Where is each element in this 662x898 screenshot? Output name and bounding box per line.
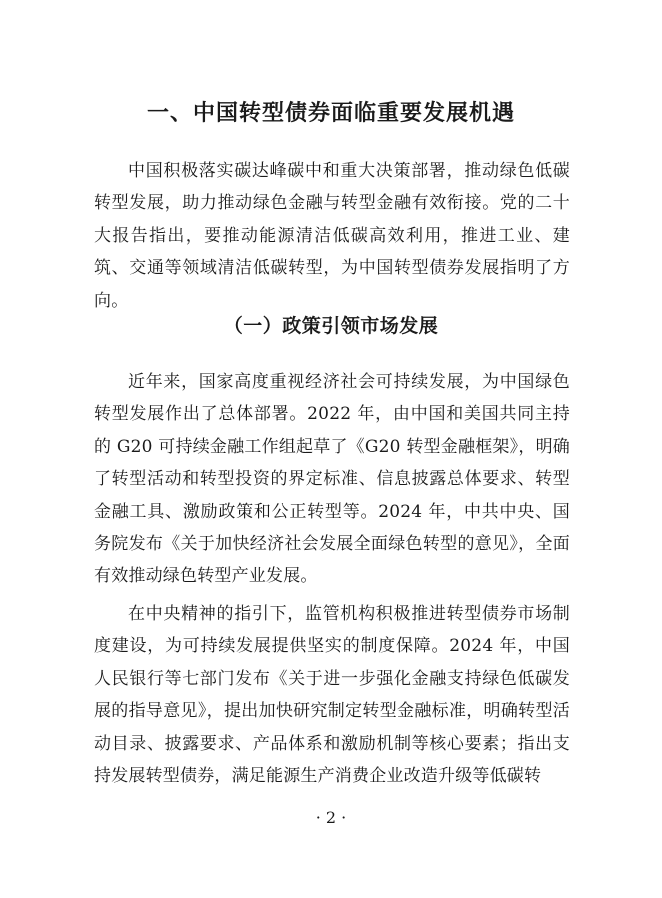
intro-paragraph: 中国积极落实碳达峰碳中和重大决策部署，推动绿色低碳转型发展，助力推动绿色金融与转型金融有效衔接。党的二十大报告指出，要推动能源清洁低碳高效利用，推进工业、建筑、交通等领域清洁低碳转型，为中国转型债券发展指明了方向。 [94,161,570,311]
body-paragraph: 近年来，国家高度重视经济社会可持续发展，为中国绿色转型发展作出了总体部署。2022 年，由中国和美国共同主持的 G20 可持续金融工作组起草了《G20 转型金融框架》，明确了转型活动和转型投资的界定标准、信息披露总体要求、转型金融工具、激励政策和公正转型等。2024 年，中共中央、国务院发布《关于加快经济社会发展全面绿色转型的意见》，全面有效推动绿色转型产业发展。 [94,372,570,587]
section-title: 一、中国转型债券面临重要发展机遇 [146,101,515,126]
body-paragraph: 在中央精神的指引下，监管机构积极推进转型债券市场制度建设，为可持续发展提供坚实的制度保障。2024 年，中国人民银行等七部门发布《关于进一步强化金融支持绿色低碳发展的指导意见》，提出加快研究制定转型金融标准，明确转型活动目录、披露要求、产品体系和激励机制等核心要素；指出支持发展转型债券，满足能源生产消费企业改造升级等低碳转 [94,604,570,787]
page-number: · 2 · [315,808,347,827]
subsection-title: （一）政策引领市场发展 [223,315,439,337]
